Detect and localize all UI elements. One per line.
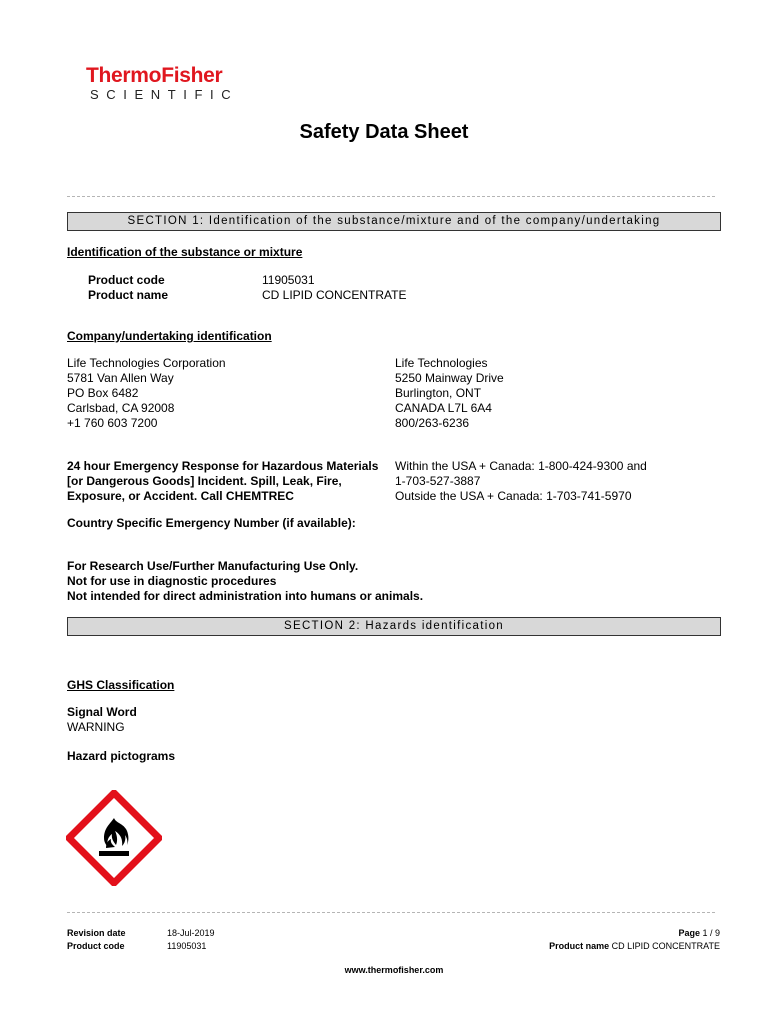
substance-id-heading: Identification of the substance or mixture: [67, 245, 303, 259]
signal-word-label: Signal Word: [67, 705, 137, 719]
product-name-value: CD LIPID CONCENTRATE: [262, 288, 407, 302]
section-2-header: SECTION 2: Hazards identification: [67, 617, 721, 636]
research-use-notice: [67, 559, 423, 604]
company-id-heading: Company/undertaking identification: [67, 329, 272, 343]
address-line: Life Technologies: [395, 356, 488, 370]
emergency-number-line: Within the USA + Canada: 1-800-424-9300 and: [395, 459, 647, 473]
emergency-label-line: Exposure, or Accident. Call CHEMTREC: [67, 489, 294, 503]
address-line: 5781 Van Allen Way: [67, 371, 174, 385]
address-line: Burlington, ONT: [395, 386, 482, 400]
address-line: 800/263-6236: [395, 416, 470, 430]
footer-product-name: [549, 939, 720, 953]
company-address-right: [395, 356, 504, 431]
address-line: PO Box 6482: [67, 386, 139, 400]
logo-brand-name: ThermoFisher: [86, 64, 223, 87]
emergency-numbers: [395, 459, 647, 504]
ghs-classification-heading: GHS Classification: [67, 678, 175, 692]
emergency-label-line: 24 hour Emergency Response for Hazardous Materials: [67, 459, 379, 473]
notice-line: For Research Use/Further Manufacturing Use Only.: [67, 559, 359, 573]
notice-line: Not for use in diagnostic procedures: [67, 574, 277, 588]
address-line: CANADA L7L 6A4: [395, 401, 492, 415]
section-1-header: SECTION 1: Identification of the substance/mixture and of the company/undertaking: [67, 212, 721, 231]
product-code-value: 11905031: [262, 273, 315, 287]
address-line: 5250 Mainway Drive: [395, 371, 504, 385]
logo-subtitle: SCIENTIFIC: [90, 87, 239, 102]
hazard-pictograms-label: Hazard pictograms: [67, 749, 176, 763]
address-line: +1 760 603 7200: [67, 416, 158, 430]
website-link[interactable]: www.thermofisher.com: [344, 965, 444, 975]
footer-product-name-label: Product name: [549, 941, 610, 951]
revision-date-value: 18-Jul-2019: [167, 928, 215, 938]
page-title: Safety Data Sheet: [299, 121, 469, 143]
flame-pictogram-icon: [66, 790, 162, 886]
revision-date-label: Revision date: [67, 928, 126, 938]
page-number: [678, 926, 720, 940]
product-name-label: Product name: [88, 288, 169, 302]
page-value: 1 / 9: [702, 928, 720, 938]
emergency-label: [67, 459, 378, 504]
emergency-number-line: Outside the USA + Canada: 1-703-741-5970: [395, 489, 632, 503]
footer-divider: [67, 912, 715, 913]
signal-word-value: WARNING: [67, 720, 125, 734]
footer-product-code-value: 11905031: [167, 941, 207, 951]
page-label: Page: [678, 928, 700, 938]
top-divider: [67, 196, 715, 197]
address-line: Carlsbad, CA 92008: [67, 401, 175, 415]
notice-line: Not intended for direct administration into humans or animals.: [67, 589, 424, 603]
emergency-number-line: 1-703-527-3887: [395, 474, 481, 488]
address-line: Life Technologies Corporation: [67, 356, 226, 370]
product-code-label: Product code: [88, 273, 165, 287]
footer-product-code-label: Product code: [67, 941, 125, 951]
emergency-label-line: [or Dangerous Goods] Incident. Spill, Leak, Fire,: [67, 474, 342, 488]
country-emergency-label: Country Specific Emergency Number (if available):: [67, 516, 356, 530]
footer-product-name-value: CD LIPID CONCENTRATE: [611, 941, 720, 951]
company-address-left: [67, 356, 226, 431]
